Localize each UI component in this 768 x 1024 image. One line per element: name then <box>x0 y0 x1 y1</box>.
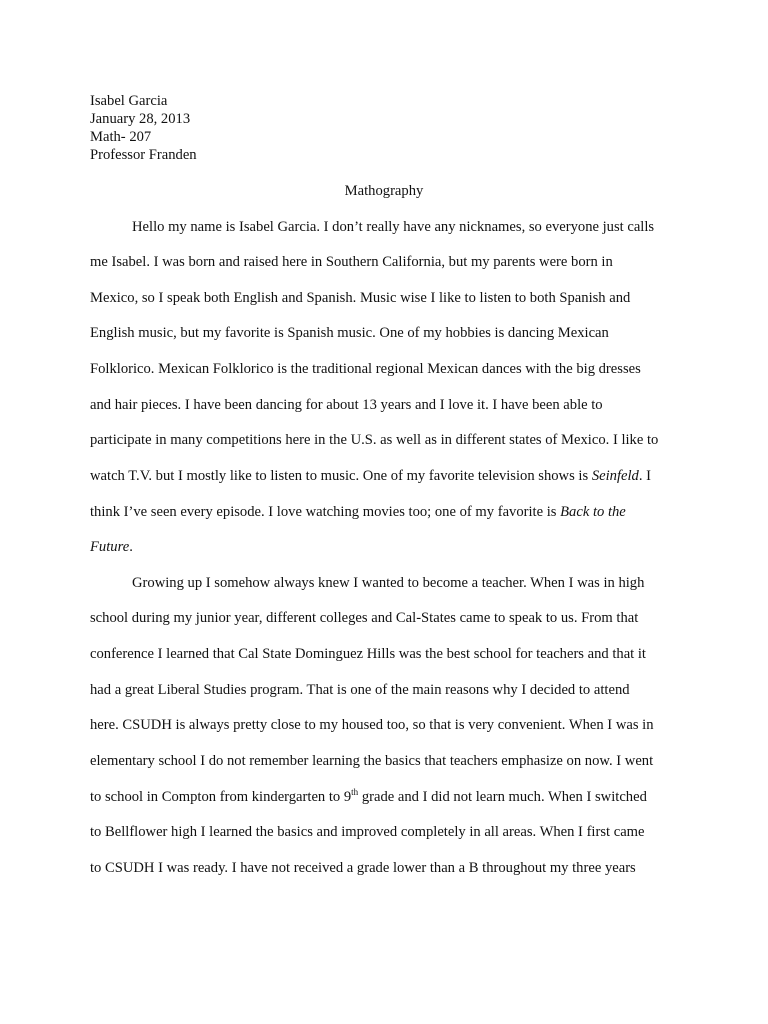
movie-title-part: Future <box>90 539 130 555</box>
paragraph-1-line-2: me Isabel. I was born and raised here in Southern California, but my parents were born in <box>90 254 613 270</box>
show-title: Seinfeld <box>591 468 639 484</box>
text-span: . <box>129 539 133 555</box>
movie-title-part: Back to the <box>560 504 626 520</box>
paragraph-2-line-7 <box>90 788 647 806</box>
paragraph-1-line-6: and hair pieces. I have been dancing for about 13 years and I love it. I have been able to <box>90 397 603 413</box>
text-span: . I <box>638 468 651 484</box>
paragraph-2-line-2: school during my junior year, different colleges and Cal-States came to speak to us. From that <box>90 610 639 626</box>
paragraph-2-line-6: elementary school I do not remember learning the basics that teachers emphasize on now. I went <box>90 753 654 769</box>
paragraph-2-line-3: conference I learned that Cal State Dominguez Hills was the best school for teachers and that it <box>90 646 646 662</box>
text-span: watch T.V. but I mostly like to listen to music. One of my favorite television shows is <box>90 468 592 484</box>
heading-block <box>90 92 197 164</box>
document-title: Mathography <box>344 183 424 199</box>
paragraph-2-line-4: had a great Liberal Studies program. That is one of the main reasons why I decided to attend <box>90 682 630 698</box>
superscript: th <box>351 787 359 798</box>
text-span: grade and I did not learn much. When I switched <box>358 789 647 805</box>
paragraph-2-line-1: Growing up I somehow always knew I wanted to become a teacher. When I was in high <box>132 575 645 591</box>
date: January 28, 2013 <box>90 111 191 127</box>
paragraph-2-line-8: to Bellflower high I learned the basics and improved completely in all areas. When I first came <box>90 824 645 840</box>
paragraph-1-line-7: participate in many competitions here in the U.S. as well as in different states of Mexico. I like to <box>90 432 659 448</box>
paragraph-1-line-4: English music, but my favorite is Spanish music. One of my hobbies is dancing Mexican <box>90 325 609 341</box>
paragraph-1-line-9 <box>90 503 626 521</box>
paragraph-1-line-3: Mexico, so I speak both English and Spanish. Music wise I like to listen to both Spanish and <box>90 290 631 306</box>
paragraph-1-line-5: Folklorico. Mexican Folklorico is the traditional regional Mexican dances with the big dresses <box>90 361 641 377</box>
paragraph-1-line-1: Hello my name is Isabel Garcia. I don’t really have any nicknames, so everyone just calls <box>132 219 655 235</box>
paragraph-2-line-5: here. CSUDH is always pretty close to my housed too, so that is very convenient. When I was in <box>90 717 654 733</box>
text-span: think I’ve seen every episode. I love watching movies too; one of my favorite is <box>90 504 561 520</box>
course: Math- 207 <box>90 129 152 145</box>
text-span: to school in Compton from kindergarten to 9 <box>90 789 352 805</box>
paragraph-1-line-10 <box>90 538 133 556</box>
author-name: Isabel Garcia <box>90 93 168 109</box>
paragraph-2-line-9: to CSUDH I was ready. I have not received a grade lower than a B throughout my three years <box>90 860 636 876</box>
professor: Professor Franden <box>90 147 197 163</box>
paragraph-1-line-8 <box>90 467 651 485</box>
